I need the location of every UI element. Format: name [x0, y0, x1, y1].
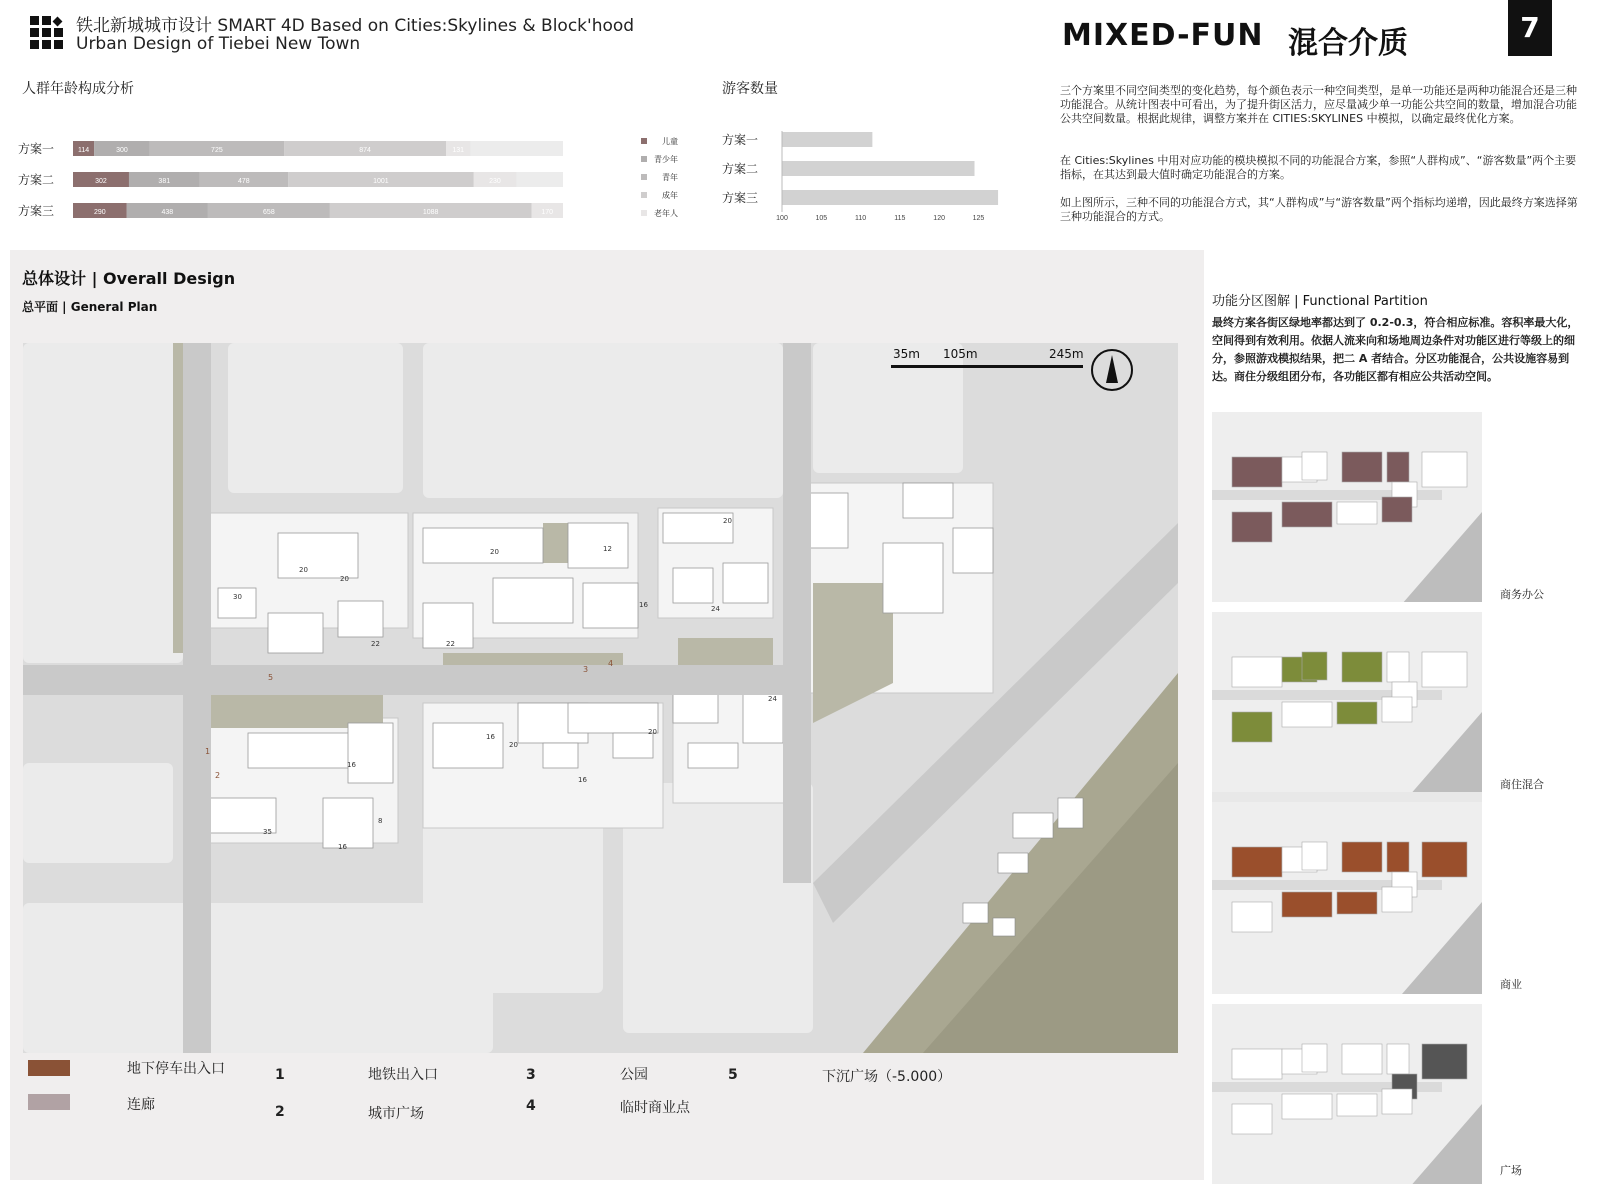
thumb-block	[1232, 1049, 1282, 1079]
site-marker: 2	[215, 771, 221, 780]
legend-corridor: 连廊	[127, 1097, 155, 1113]
thumb-block	[1232, 457, 1282, 487]
general-plan-subtitle: 总平面 | General Plan	[22, 300, 158, 314]
thumb-block	[1302, 452, 1327, 480]
thumb-residential-mix	[1212, 612, 1482, 802]
partition-label-plaza: 广场	[1500, 1164, 1522, 1177]
thumb-block	[1387, 652, 1409, 682]
thumb-block	[1422, 652, 1467, 687]
thumb-plaza	[1212, 1004, 1482, 1184]
overall-design-title: 总体设计 | Overall Design	[22, 269, 236, 288]
scale-label-245: 245m	[1049, 347, 1084, 361]
block-number-label: 16	[347, 761, 356, 769]
thumb-block	[1337, 502, 1377, 524]
north-arrow-icon	[1091, 349, 1133, 391]
block-number-label: 16	[486, 733, 495, 741]
block-number-label: 16	[578, 776, 587, 784]
thumb-block	[1282, 892, 1332, 917]
site-marker: 4	[608, 659, 614, 668]
legend-num-3: 3	[526, 1067, 536, 1083]
header-title: 铁北新城城市设计 SMART 4D Based on Cities:Skylines & Block'hood	[76, 16, 635, 36]
block-number-label: 8	[378, 817, 383, 825]
block-number-label: 20	[509, 741, 518, 749]
block-number-label: 20	[723, 517, 732, 525]
thumb-block	[1337, 702, 1377, 724]
visitor-tick-label: 110	[854, 215, 867, 222]
age-category-label: 方案三	[18, 204, 55, 218]
thumb-block	[1282, 1094, 1332, 1119]
thumb-office	[1212, 412, 1482, 602]
block-number-label: 35	[263, 828, 272, 836]
block-number-label: 22	[371, 640, 380, 648]
age-legend-swatch	[641, 210, 647, 216]
page-number-badge: 7	[1508, 0, 1552, 56]
age-bar-value: 290	[94, 209, 106, 216]
legend-num-4: 4	[526, 1098, 536, 1114]
age-bar-value: 170	[541, 209, 554, 216]
description-para-1: 三个方案里不同空间类型的变化趋势，每个颜色表示一种空间类型，是单一功能还是两种功能混合还是三种功能混合。从统计图表中可看出，为了提升街区活力，应尽量减少单一功能公共空间的数量，增加混合功能公共空间数量。根据此规律，调整方案并在 CITIES:SKYLINES 中模拟，以确定最终优化方案。	[1060, 84, 1577, 125]
thumb-block	[1302, 842, 1327, 870]
logo-icon	[30, 16, 64, 50]
age-bar-value: 381	[158, 178, 171, 185]
thumb-commerce	[1212, 802, 1482, 994]
thumb-block	[1302, 652, 1327, 680]
age-bar-value: 1088	[422, 209, 439, 216]
block-number-label: 16	[338, 843, 347, 851]
general-plan-map	[23, 343, 1178, 1053]
thumb-block	[1342, 652, 1382, 682]
thumb-block	[1232, 512, 1272, 542]
age-bar-value: 1001	[373, 178, 389, 185]
legend-temp-commerce: 临时商业点	[620, 1100, 690, 1116]
legend-sunken-plaza: 下沉广场（-5.000）	[822, 1069, 952, 1085]
age-chart-title: 人群年龄构成分析	[22, 81, 134, 97]
block-number-label: 20	[648, 728, 657, 736]
age-bar-value: 874	[359, 147, 371, 154]
description-para-3: 如上图所示，三种不同的功能混合方式，其“人群构成”与“游客数量”两个指标均递增，因此最终方案选择第三种功能混合的方式。	[1060, 196, 1578, 223]
thumb-block	[1232, 902, 1272, 932]
visitor-bar	[782, 190, 998, 205]
thumb-block	[1232, 847, 1282, 877]
visitor-category-label: 方案二	[722, 162, 759, 176]
site-marker: 5	[268, 673, 274, 682]
age-legend-swatch	[641, 192, 647, 198]
age-bar-value: 131	[452, 147, 465, 154]
age-bar-value: 725	[211, 147, 223, 154]
block-number-label: 30	[233, 593, 242, 601]
visitor-tick-label: 105	[815, 215, 828, 222]
block-number-label: 16	[639, 601, 648, 609]
age-legend-swatch	[641, 138, 647, 144]
visitor-chart-svg	[722, 128, 1022, 228]
visitor-tick-label: 115	[894, 215, 906, 222]
age-bar-value: 658	[263, 209, 275, 216]
partition-label-commerce: 商业	[1500, 978, 1522, 991]
thumb-block	[1342, 842, 1382, 872]
visitor-tick-label: 100	[776, 215, 788, 222]
visitor-tick-label: 120	[933, 215, 945, 222]
age-bar-value: 302	[95, 178, 107, 185]
scale-label-35: 35m	[893, 347, 920, 361]
theme-title-en: MIXED-FUN	[1062, 18, 1264, 53]
age-bar-value: 478	[238, 178, 250, 185]
partition-label-residential-mix: 商住混合	[1500, 778, 1544, 791]
thumb-block	[1282, 702, 1332, 727]
underground-parking-swatch	[28, 1060, 70, 1076]
age-legend-label: 成年	[662, 191, 678, 200]
thumb-block	[1302, 1044, 1327, 1072]
block-number-label: 20	[340, 575, 349, 583]
thumb-block	[1337, 892, 1377, 914]
age-chart-svg	[18, 128, 698, 238]
age-bar-value: 300	[116, 147, 128, 154]
block-number-label: 22	[446, 640, 455, 648]
age-legend-label: 青少年	[654, 155, 678, 164]
thumb-block	[1422, 452, 1467, 487]
site-marker: 1	[205, 747, 211, 756]
thumb-block	[1382, 1089, 1412, 1114]
age-legend-label: 青年	[662, 173, 678, 182]
block-number-label: 20	[299, 566, 308, 574]
thumb-block	[1422, 842, 1467, 877]
thumb-block	[1232, 712, 1272, 742]
corridor-swatch	[28, 1094, 70, 1110]
thumb-block	[1422, 1044, 1467, 1079]
age-category-label: 方案一	[18, 142, 55, 156]
legend-num-5: 5	[728, 1067, 738, 1083]
thumb-block	[1382, 497, 1412, 522]
partition-label-office: 商务办公	[1500, 588, 1544, 601]
thumb-block	[1282, 502, 1332, 527]
theme-title-cn: 混合介质	[1288, 26, 1408, 61]
age-legend-swatch	[641, 174, 647, 180]
thumb-block	[1342, 452, 1382, 482]
block-number-label: 24	[711, 605, 720, 613]
partition-text: 最终方案各街区绿地率都达到了 0.2-0.3，符合相应标准。容积率最大化，空间得到有效利用。依据人流来向和场地周边条件对功能区进行等级上的细分，参照游戏模拟结果，把二 A 者结合。分区功能混合，公共设施容易到达。商住分级组团分布，各功能区都有相应公共活动空间。	[1212, 316, 1579, 383]
age-chart	[18, 128, 698, 238]
legend-num-2: 2	[275, 1104, 285, 1120]
visitor-category-label: 方案三	[722, 191, 759, 205]
scale-bar	[891, 365, 1083, 368]
block-number-label: 20	[490, 548, 499, 556]
partition-title: 功能分区图解 | Functional Partition	[1212, 294, 1428, 309]
thumb-block	[1337, 1094, 1377, 1116]
visitor-bar	[782, 161, 975, 176]
age-legend-label: 老年人	[654, 209, 678, 218]
block-number-label: 12	[603, 545, 612, 553]
visitor-category-label: 方案一	[722, 133, 759, 147]
visitor-tick-label: 125	[972, 215, 985, 222]
visitor-chart-title: 游客数量	[722, 81, 778, 97]
age-bar-value: 230	[489, 178, 501, 185]
block-number-label: 24	[768, 695, 777, 703]
thumb-block	[1232, 657, 1282, 687]
thumb-block	[1387, 842, 1409, 872]
visitor-chart	[722, 128, 1022, 228]
age-legend-label: 儿童	[662, 137, 678, 146]
site-marker: 3	[583, 665, 589, 674]
age-category-label: 方案二	[18, 173, 55, 187]
scale-label-105: 105m	[943, 347, 978, 361]
visitor-bar	[782, 132, 872, 147]
age-bar-value: 114	[77, 147, 90, 154]
thumb-block	[1232, 1104, 1272, 1134]
age-legend-swatch	[641, 156, 647, 162]
legend-subway: 地铁出入口	[368, 1067, 438, 1083]
legend-underground-parking: 地下停车出入口	[127, 1061, 225, 1077]
thumb-block	[1387, 452, 1409, 482]
thumb-block	[1382, 887, 1412, 912]
legend-plaza: 城市广场	[368, 1106, 424, 1122]
thumb-block	[1342, 1044, 1382, 1074]
thumb-block	[1382, 697, 1412, 722]
description-para-2: 在 Cities:Skylines 中用对应功能的模块模拟不同的功能混合方案，参照“人群构成”、“游客数量”两个主要指标，在其达到最大值时确定功能混合的方案。	[1060, 154, 1577, 181]
thumb-block	[1387, 1044, 1409, 1074]
legend-num-1: 1	[275, 1067, 285, 1083]
header-subtitle: Urban Design of Tiebei New Town	[76, 34, 361, 54]
age-bar-value: 438	[161, 209, 174, 216]
legend-park: 公园	[620, 1067, 648, 1083]
